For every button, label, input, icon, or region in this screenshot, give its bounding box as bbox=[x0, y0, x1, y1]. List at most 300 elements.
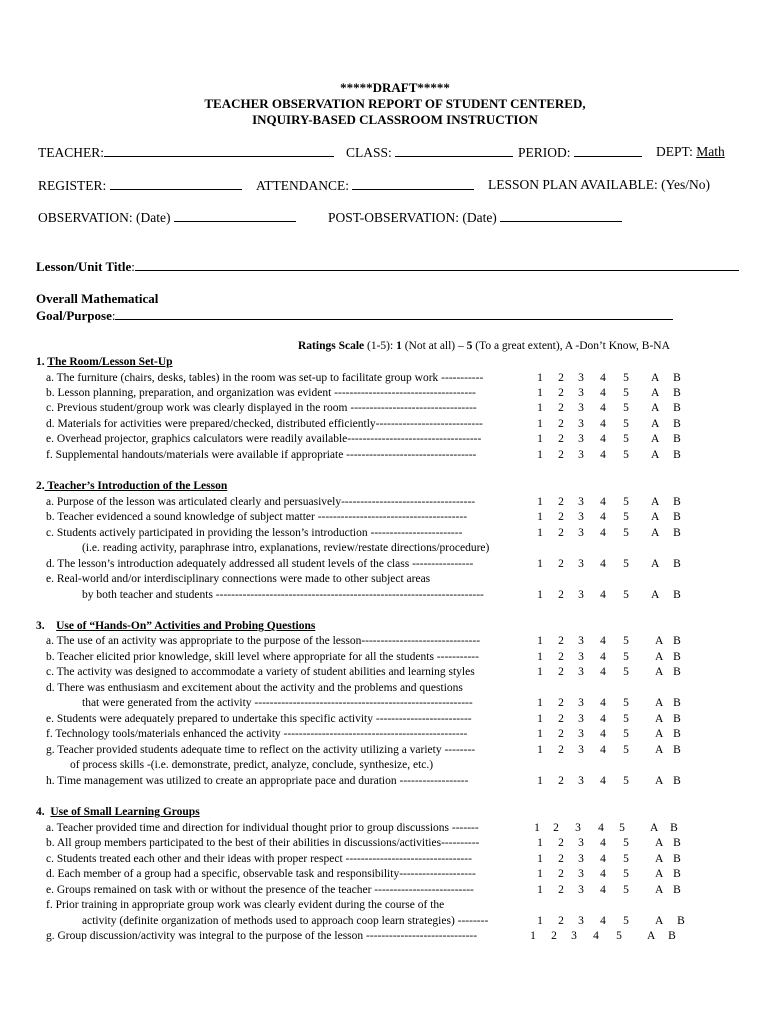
rating-a-dont-know[interactable]: A bbox=[655, 775, 664, 787]
rating-b-na[interactable]: B bbox=[673, 713, 681, 725]
rating-3[interactable]: 3 bbox=[578, 915, 584, 927]
rating-choice-row bbox=[0, 837, 770, 851]
rating-a-dont-know[interactable]: A bbox=[651, 387, 660, 399]
rating-1[interactable]: 1 bbox=[537, 372, 543, 384]
goal-label-line1: Overall Mathematical bbox=[36, 291, 159, 306]
item-letter: a. bbox=[46, 372, 54, 384]
rating-1[interactable]: 1 bbox=[537, 387, 543, 399]
rating-4[interactable]: 4 bbox=[600, 558, 606, 570]
rating-1[interactable]: 1 bbox=[537, 589, 543, 601]
rating-1[interactable]: 1 bbox=[537, 433, 543, 445]
rating-b-na[interactable]: B bbox=[673, 853, 681, 865]
rating-2[interactable]: 2 bbox=[558, 775, 564, 787]
rating-4[interactable]: 4 bbox=[600, 651, 606, 663]
item-letter: e. bbox=[46, 433, 54, 445]
rating-1[interactable]: 1 bbox=[537, 915, 543, 927]
criterion-text: Prior training in appropriate group work was clearly evident during the course of the bbox=[55, 899, 445, 911]
rating-2[interactable]: 2 bbox=[558, 527, 564, 539]
rating-5[interactable]: 5 bbox=[623, 651, 629, 663]
post-observation-date-field[interactable] bbox=[328, 209, 622, 226]
rating-3[interactable]: 3 bbox=[578, 744, 584, 756]
rating-3[interactable]: 3 bbox=[578, 775, 584, 787]
rating-b-na[interactable]: B bbox=[673, 402, 681, 414]
period-label: PERIOD: bbox=[518, 145, 571, 160]
criterion-text: The furniture (chairs, desks, tables) in the room was set-up to facilitate group work ----------- bbox=[56, 372, 484, 384]
rating-a-dont-know[interactable]: A bbox=[651, 418, 660, 430]
item-letter: e. bbox=[46, 713, 54, 725]
rating-2[interactable]: 2 bbox=[558, 418, 564, 430]
rating-4[interactable]: 4 bbox=[600, 697, 606, 709]
rating-1[interactable]: 1 bbox=[537, 713, 543, 725]
rating-b-na[interactable]: B bbox=[673, 433, 681, 445]
rating-5[interactable]: 5 bbox=[623, 511, 629, 523]
rating-a-dont-know[interactable]: A bbox=[655, 868, 664, 880]
rating-choice-row bbox=[0, 884, 770, 898]
rating-3[interactable]: 3 bbox=[575, 822, 581, 834]
section-2-heading: 2. Teacher’s Introduction of the Lesson bbox=[36, 480, 228, 492]
rating-4[interactable]: 4 bbox=[600, 527, 606, 539]
criterion-text: Overhead projector, graphics calculators were readily available----------------------------------- bbox=[56, 433, 482, 445]
rating-4[interactable]: 4 bbox=[600, 853, 606, 865]
rating-5[interactable]: 5 bbox=[623, 728, 629, 740]
rating-3[interactable]: 3 bbox=[578, 449, 584, 461]
rating-b-na[interactable]: B bbox=[673, 496, 681, 508]
rating-a-dont-know[interactable]: A bbox=[655, 666, 664, 678]
rating-2[interactable]: 2 bbox=[558, 744, 564, 756]
rating-b-na[interactable]: B bbox=[673, 837, 681, 849]
rating-3[interactable]: 3 bbox=[578, 697, 584, 709]
dept-label: DEPT: bbox=[656, 144, 693, 159]
item-letter: a. bbox=[46, 496, 54, 508]
item-letter: b. bbox=[46, 651, 55, 663]
rating-2[interactable]: 2 bbox=[558, 915, 564, 927]
observation-blank[interactable] bbox=[174, 209, 296, 222]
rating-5[interactable]: 5 bbox=[623, 775, 629, 787]
observation-label: OBSERVATION: (Date) bbox=[38, 210, 171, 225]
rating-choice-row bbox=[0, 915, 770, 929]
rating-4[interactable]: 4 bbox=[600, 402, 606, 414]
rating-b-na[interactable]: B bbox=[673, 744, 681, 756]
report-title-line2: INQUIRY-BASED CLASSROOM INSTRUCTION bbox=[252, 112, 538, 127]
draft-label: *****DRAFT***** bbox=[340, 80, 450, 95]
rating-4[interactable]: 4 bbox=[600, 868, 606, 880]
rating-4[interactable]: 4 bbox=[598, 822, 604, 834]
rating-5[interactable]: 5 bbox=[619, 822, 625, 834]
rating-a-dont-know[interactable]: A bbox=[651, 449, 660, 461]
rating-b-na[interactable]: B bbox=[673, 651, 681, 663]
rating-a-dont-know[interactable]: A bbox=[655, 697, 664, 709]
rating-4[interactable]: 4 bbox=[600, 511, 606, 523]
criterion-text: Supplemental handouts/materials were available if appropriate ---------------------------------- bbox=[55, 449, 477, 461]
rating-1[interactable]: 1 bbox=[537, 635, 543, 647]
rating-3[interactable]: 3 bbox=[578, 853, 584, 865]
rating-5[interactable]: 5 bbox=[623, 589, 629, 601]
rating-1[interactable]: 1 bbox=[537, 527, 543, 539]
rating-b-na[interactable]: B bbox=[673, 372, 681, 384]
criterion-text: Teacher provided time and direction for individual thought prior to group discussions ------- bbox=[56, 822, 479, 834]
rating-choice-row bbox=[0, 930, 770, 944]
rating-a-dont-know[interactable]: A bbox=[651, 402, 660, 414]
rating-a-dont-know[interactable]: A bbox=[655, 744, 664, 756]
class-field[interactable] bbox=[346, 144, 513, 161]
rating-2[interactable]: 2 bbox=[558, 728, 564, 740]
rating-b-na[interactable]: B bbox=[673, 635, 681, 647]
criterion-row bbox=[46, 682, 463, 694]
attendance-blank[interactable] bbox=[352, 177, 474, 190]
register-field[interactable] bbox=[38, 177, 242, 194]
period-blank[interactable] bbox=[574, 144, 642, 157]
criterion-text: Technology tools/materials enhanced the activity ------------------------------------------------ bbox=[55, 728, 468, 740]
rating-choice-row bbox=[0, 744, 770, 758]
rating-1[interactable]: 1 bbox=[537, 853, 543, 865]
criterion-text: Teacher provided students adequate time to reflect on the activity utilizing a variety -------- bbox=[57, 744, 476, 756]
rating-choice-row bbox=[0, 822, 770, 836]
rating-choice-row bbox=[0, 651, 770, 665]
rating-a-dont-know[interactable]: A bbox=[650, 822, 659, 834]
rating-2[interactable]: 2 bbox=[558, 853, 564, 865]
rating-a-dont-know[interactable]: A bbox=[647, 930, 656, 942]
rating-b-na[interactable]: B bbox=[673, 418, 681, 430]
rating-5[interactable]: 5 bbox=[623, 868, 629, 880]
rating-5[interactable]: 5 bbox=[623, 666, 629, 678]
rating-a-dont-know[interactable]: A bbox=[655, 915, 664, 927]
rating-5[interactable]: 5 bbox=[623, 449, 629, 461]
rating-2[interactable]: 2 bbox=[558, 558, 564, 570]
rating-3[interactable]: 3 bbox=[578, 713, 584, 725]
rating-4[interactable]: 4 bbox=[600, 635, 606, 647]
criterion-text: The activity was designed to accommodate a variety of student abilities and learning styles bbox=[56, 666, 475, 678]
section-2-title: Teacher’s Introduction of the Lesson bbox=[44, 480, 228, 492]
item-letter: d. bbox=[46, 868, 55, 880]
rating-2[interactable]: 2 bbox=[558, 387, 564, 399]
section-3-title: Use of “Hands-On” Activities and Probing Questions bbox=[56, 620, 316, 632]
criterion-text: Students treated each other and their ideas with proper respect --------------------------------- bbox=[56, 853, 472, 865]
rating-b-na[interactable]: B bbox=[673, 697, 681, 709]
rating-a-dont-know[interactable]: A bbox=[655, 884, 664, 896]
item-letter: d. bbox=[46, 418, 55, 430]
item-letter: b. bbox=[46, 387, 55, 399]
rating-1[interactable]: 1 bbox=[537, 775, 543, 787]
rating-4[interactable]: 4 bbox=[600, 496, 606, 508]
rating-4[interactable]: 4 bbox=[600, 744, 606, 756]
criterion-text: Each member of a group had a specific, observable task and responsibility-------------------- bbox=[57, 868, 476, 880]
criterion-text: Teacher evidenced a sound knowledge of subject matter --------------------------------------- bbox=[57, 511, 468, 523]
rating-3[interactable]: 3 bbox=[571, 930, 577, 942]
criterion-continuation: that were generated from the activity --------------------------------------------------------- bbox=[82, 697, 473, 709]
rating-1[interactable]: 1 bbox=[537, 496, 543, 508]
rating-4[interactable]: 4 bbox=[600, 372, 606, 384]
criterion-text: The use of an activity was appropriate to the purpose of the lesson------------------------------- bbox=[56, 635, 481, 647]
rating-choice-row bbox=[0, 372, 770, 386]
rating-b-na[interactable]: B bbox=[673, 884, 681, 896]
criterion-row bbox=[46, 573, 430, 585]
attendance-label: ATTENDANCE: bbox=[256, 178, 349, 193]
rating-a-dont-know[interactable]: A bbox=[655, 713, 664, 725]
criterion-continuation: of process skills -(i.e. demonstrate, predict, analyze, conclude, synthesize, etc.) bbox=[70, 759, 434, 771]
criterion-text: Purpose of the lesson was articulated clearly and persuasively----------------------------------- bbox=[56, 496, 476, 508]
attendance-field[interactable] bbox=[256, 177, 474, 194]
rating-1[interactable]: 1 bbox=[530, 930, 536, 942]
rating-b-na[interactable]: B bbox=[673, 589, 681, 601]
item-letter: e. bbox=[46, 573, 54, 585]
rating-3[interactable]: 3 bbox=[578, 511, 584, 523]
rating-5[interactable]: 5 bbox=[623, 744, 629, 756]
section-1-heading: 1. The Room/Lesson Set-Up bbox=[36, 356, 173, 368]
item-letter: c. bbox=[46, 666, 54, 678]
rating-4[interactable]: 4 bbox=[600, 449, 606, 461]
item-letter: f. bbox=[46, 728, 53, 740]
rating-3[interactable]: 3 bbox=[578, 666, 584, 678]
item-letter: c. bbox=[46, 402, 54, 414]
rating-choice-row bbox=[0, 666, 770, 680]
rating-2[interactable]: 2 bbox=[558, 837, 564, 849]
rating-1[interactable]: 1 bbox=[537, 651, 543, 663]
observation-date-field[interactable] bbox=[38, 209, 296, 226]
rating-a-dont-know[interactable]: A bbox=[651, 433, 660, 445]
rating-a-dont-know[interactable]: A bbox=[651, 511, 660, 523]
item-letter: e. bbox=[46, 884, 54, 896]
rating-2[interactable]: 2 bbox=[558, 433, 564, 445]
criterion-continuation: (i.e. reading activity, paraphrase intro, explanations, review/restate directions/procedure) bbox=[82, 542, 490, 554]
rating-a-dont-know[interactable]: A bbox=[651, 527, 660, 539]
ratings-scale: Ratings Scale (1-5): 1 (Not at all) – 5 (To a great extent), A -Don’t Know, B-NA bbox=[298, 340, 670, 352]
item-letter: b. bbox=[46, 837, 55, 849]
rating-2[interactable]: 2 bbox=[558, 868, 564, 880]
rating-4[interactable]: 4 bbox=[593, 930, 599, 942]
section-3-heading: 3. Use of “Hands-On” Activities and Probing Questions bbox=[36, 620, 316, 632]
rating-5[interactable]: 5 bbox=[623, 387, 629, 399]
rating-b-na[interactable]: B bbox=[677, 915, 685, 927]
rating-a-dont-know[interactable]: A bbox=[651, 496, 660, 508]
section-4-title: Use of Small Learning Groups bbox=[50, 806, 200, 818]
criterion-text: The lesson’s introduction adequately addressed all student levels of the class ---------------- bbox=[57, 558, 474, 570]
rating-a-dont-know[interactable]: A bbox=[655, 853, 664, 865]
rating-5[interactable]: 5 bbox=[623, 713, 629, 725]
criterion-text: Real-world and/or interdisciplinary connections were made to other subject areas bbox=[56, 573, 431, 585]
rating-choice-row bbox=[0, 433, 770, 447]
rating-3[interactable]: 3 bbox=[578, 387, 584, 399]
rating-5[interactable]: 5 bbox=[623, 837, 629, 849]
rating-3[interactable]: 3 bbox=[578, 496, 584, 508]
rating-1[interactable]: 1 bbox=[537, 558, 543, 570]
rating-b-na[interactable]: B bbox=[673, 728, 681, 740]
post-observation-blank[interactable] bbox=[500, 209, 622, 222]
rating-choice-row bbox=[0, 558, 770, 572]
criterion-text: Students were adequately prepared to undertake this specific activity ------------------------- bbox=[56, 713, 472, 725]
rating-5[interactable]: 5 bbox=[623, 884, 629, 896]
class-blank[interactable] bbox=[395, 144, 513, 157]
rating-2[interactable]: 2 bbox=[558, 666, 564, 678]
rating-3[interactable]: 3 bbox=[578, 418, 584, 430]
rating-1[interactable]: 1 bbox=[537, 884, 543, 896]
rating-1[interactable]: 1 bbox=[537, 697, 543, 709]
rating-b-na[interactable]: B bbox=[670, 822, 678, 834]
rating-2[interactable]: 2 bbox=[558, 402, 564, 414]
register-label: REGISTER: bbox=[38, 178, 107, 193]
rating-2[interactable]: 2 bbox=[558, 511, 564, 523]
teacher-field[interactable] bbox=[38, 144, 334, 161]
rating-5[interactable]: 5 bbox=[623, 915, 629, 927]
rating-1[interactable]: 1 bbox=[537, 868, 543, 880]
item-letter: g. bbox=[46, 930, 55, 942]
rating-b-na[interactable]: B bbox=[673, 558, 681, 570]
rating-3[interactable]: 3 bbox=[578, 372, 584, 384]
rating-2[interactable]: 2 bbox=[558, 713, 564, 725]
item-letter: b. bbox=[46, 511, 55, 523]
rating-b-na[interactable]: B bbox=[673, 868, 681, 880]
class-label: CLASS: bbox=[346, 145, 392, 160]
rating-a-dont-know[interactable]: A bbox=[655, 728, 664, 740]
lesson-title-label: Lesson/Unit Title bbox=[36, 259, 132, 274]
rating-1[interactable]: 1 bbox=[537, 666, 543, 678]
lesson-title-field[interactable]: Lesson/Unit Title: bbox=[36, 258, 739, 275]
rating-1[interactable]: 1 bbox=[537, 511, 543, 523]
criterion-text: Group discussion/activity was integral to the purpose of the lesson ----------------------------- bbox=[57, 930, 478, 942]
dept-field bbox=[656, 144, 725, 160]
rating-3[interactable]: 3 bbox=[578, 402, 584, 414]
rating-2[interactable]: 2 bbox=[558, 635, 564, 647]
rating-choice-row bbox=[0, 728, 770, 742]
rating-5[interactable]: 5 bbox=[623, 853, 629, 865]
rating-choice-row bbox=[0, 418, 770, 432]
item-letter: d. bbox=[46, 558, 55, 570]
rating-1[interactable]: 1 bbox=[537, 402, 543, 414]
post-observation-label: POST-OBSERVATION: (Date) bbox=[328, 210, 497, 225]
rating-b-na[interactable]: B bbox=[673, 449, 681, 461]
criterion-text: Time management was utilized to create an appropriate pace and duration ------------------ bbox=[57, 775, 469, 787]
rating-4[interactable]: 4 bbox=[600, 728, 606, 740]
rating-b-na[interactable]: B bbox=[673, 775, 681, 787]
section-1-title: The Room/Lesson Set-Up bbox=[47, 356, 173, 368]
rating-5[interactable]: 5 bbox=[623, 496, 629, 508]
rating-3[interactable]: 3 bbox=[578, 868, 584, 880]
rating-4[interactable]: 4 bbox=[600, 884, 606, 896]
rating-choice-row bbox=[0, 775, 770, 789]
rating-choice-row bbox=[0, 868, 770, 882]
rating-5[interactable]: 5 bbox=[623, 402, 629, 414]
rating-3[interactable]: 3 bbox=[578, 651, 584, 663]
rating-1[interactable]: 1 bbox=[537, 449, 543, 461]
rating-2[interactable]: 2 bbox=[558, 496, 564, 508]
rating-choice-row bbox=[0, 713, 770, 727]
rating-5[interactable]: 5 bbox=[616, 930, 622, 942]
criterion-row bbox=[46, 899, 444, 911]
rating-a-dont-know[interactable]: A bbox=[655, 635, 664, 647]
rating-2[interactable]: 2 bbox=[558, 449, 564, 461]
rating-choice-row bbox=[0, 496, 770, 510]
rating-choice-row bbox=[0, 635, 770, 649]
goal-label-line2: Goal/Purpose bbox=[36, 308, 112, 323]
rating-b-na[interactable]: B bbox=[673, 527, 681, 539]
rating-3[interactable]: 3 bbox=[578, 884, 584, 896]
rating-b-na[interactable]: B bbox=[673, 666, 681, 678]
rating-4[interactable]: 4 bbox=[600, 387, 606, 399]
rating-choice-row bbox=[0, 527, 770, 541]
rating-a-dont-know[interactable]: A bbox=[651, 589, 660, 601]
report-title-line1: TEACHER OBSERVATION REPORT OF STUDENT CENTERED, bbox=[204, 96, 586, 111]
rating-3[interactable]: 3 bbox=[578, 433, 584, 445]
rating-4[interactable]: 4 bbox=[600, 433, 606, 445]
lesson-plan-field[interactable]: LESSON PLAN AVAILABLE: (Yes/No) bbox=[488, 177, 711, 192]
rating-3[interactable]: 3 bbox=[578, 635, 584, 647]
period-field[interactable] bbox=[518, 144, 642, 161]
rating-2[interactable]: 2 bbox=[558, 884, 564, 896]
item-letter: g. bbox=[46, 744, 55, 756]
rating-choice-row bbox=[0, 697, 770, 711]
rating-1[interactable]: 1 bbox=[537, 728, 543, 740]
rating-a-dont-know[interactable]: A bbox=[655, 651, 664, 663]
rating-choice-row bbox=[0, 589, 770, 603]
criterion-text: All group members participated to the best of their abilities in discussions/activities---------- bbox=[56, 837, 480, 849]
rating-5[interactable]: 5 bbox=[623, 418, 629, 430]
rating-4[interactable]: 4 bbox=[600, 915, 606, 927]
rating-b-na[interactable]: B bbox=[673, 511, 681, 523]
rating-4[interactable]: 4 bbox=[600, 418, 606, 430]
criterion-text: Materials for activities were prepared/checked, distributed efficiently---------------------------- bbox=[57, 418, 483, 430]
rating-5[interactable]: 5 bbox=[623, 433, 629, 445]
rating-5[interactable]: 5 bbox=[623, 527, 629, 539]
rating-3[interactable]: 3 bbox=[578, 558, 584, 570]
item-letter: h. bbox=[46, 775, 55, 787]
rating-4[interactable]: 4 bbox=[600, 713, 606, 725]
rating-2[interactable]: 2 bbox=[558, 589, 564, 601]
rating-1[interactable]: 1 bbox=[537, 418, 543, 430]
rating-5[interactable]: 5 bbox=[623, 697, 629, 709]
rating-1[interactable]: 1 bbox=[537, 744, 543, 756]
item-letter: a. bbox=[46, 822, 54, 834]
rating-5[interactable]: 5 bbox=[623, 372, 629, 384]
rating-choice-row bbox=[0, 853, 770, 867]
register-blank[interactable] bbox=[110, 177, 242, 190]
rating-a-dont-know[interactable]: A bbox=[655, 837, 664, 849]
rating-3[interactable]: 3 bbox=[578, 589, 584, 601]
rating-3[interactable]: 3 bbox=[578, 527, 584, 539]
criterion-text: Teacher elicited prior knowledge, skill level where appropriate for all the students ----------- bbox=[57, 651, 479, 663]
rating-4[interactable]: 4 bbox=[600, 775, 606, 787]
rating-b-na[interactable]: B bbox=[673, 387, 681, 399]
rating-1[interactable]: 1 bbox=[534, 822, 540, 834]
criterion-text: Previous student/group work was clearly displayed in the room --------------------------------- bbox=[56, 402, 477, 414]
rating-2[interactable]: 2 bbox=[551, 930, 557, 942]
rating-a-dont-know[interactable]: A bbox=[651, 558, 660, 570]
rating-5[interactable]: 5 bbox=[623, 558, 629, 570]
goal-field[interactable]: Goal/Purpose: bbox=[36, 307, 673, 324]
rating-4[interactable]: 4 bbox=[600, 589, 606, 601]
goal-blank[interactable] bbox=[115, 307, 673, 320]
rating-5[interactable]: 5 bbox=[623, 635, 629, 647]
rating-4[interactable]: 4 bbox=[600, 837, 606, 849]
item-letter: c. bbox=[46, 853, 54, 865]
rating-2[interactable]: 2 bbox=[558, 372, 564, 384]
criterion-continuation: by both teacher and students ---------------------------------------------------------------------- bbox=[82, 589, 484, 601]
rating-2[interactable]: 2 bbox=[558, 651, 564, 663]
rating-b-na[interactable]: B bbox=[668, 930, 676, 942]
criterion-text: There was enthusiasm and excitement about the activity and the problems and questions bbox=[57, 682, 463, 694]
teacher-blank[interactable] bbox=[104, 144, 334, 157]
rating-choice-row bbox=[0, 511, 770, 525]
rating-3[interactable]: 3 bbox=[578, 837, 584, 849]
teacher-label: TEACHER: bbox=[38, 145, 104, 160]
lesson-title-blank[interactable] bbox=[135, 258, 739, 271]
item-letter: c. bbox=[46, 527, 54, 539]
rating-3[interactable]: 3 bbox=[578, 728, 584, 740]
rating-a-dont-know[interactable]: A bbox=[651, 372, 660, 384]
rating-1[interactable]: 1 bbox=[537, 837, 543, 849]
rating-4[interactable]: 4 bbox=[600, 666, 606, 678]
rating-2[interactable]: 2 bbox=[558, 697, 564, 709]
rating-2[interactable]: 2 bbox=[553, 822, 559, 834]
rating-choice-row bbox=[0, 387, 770, 401]
